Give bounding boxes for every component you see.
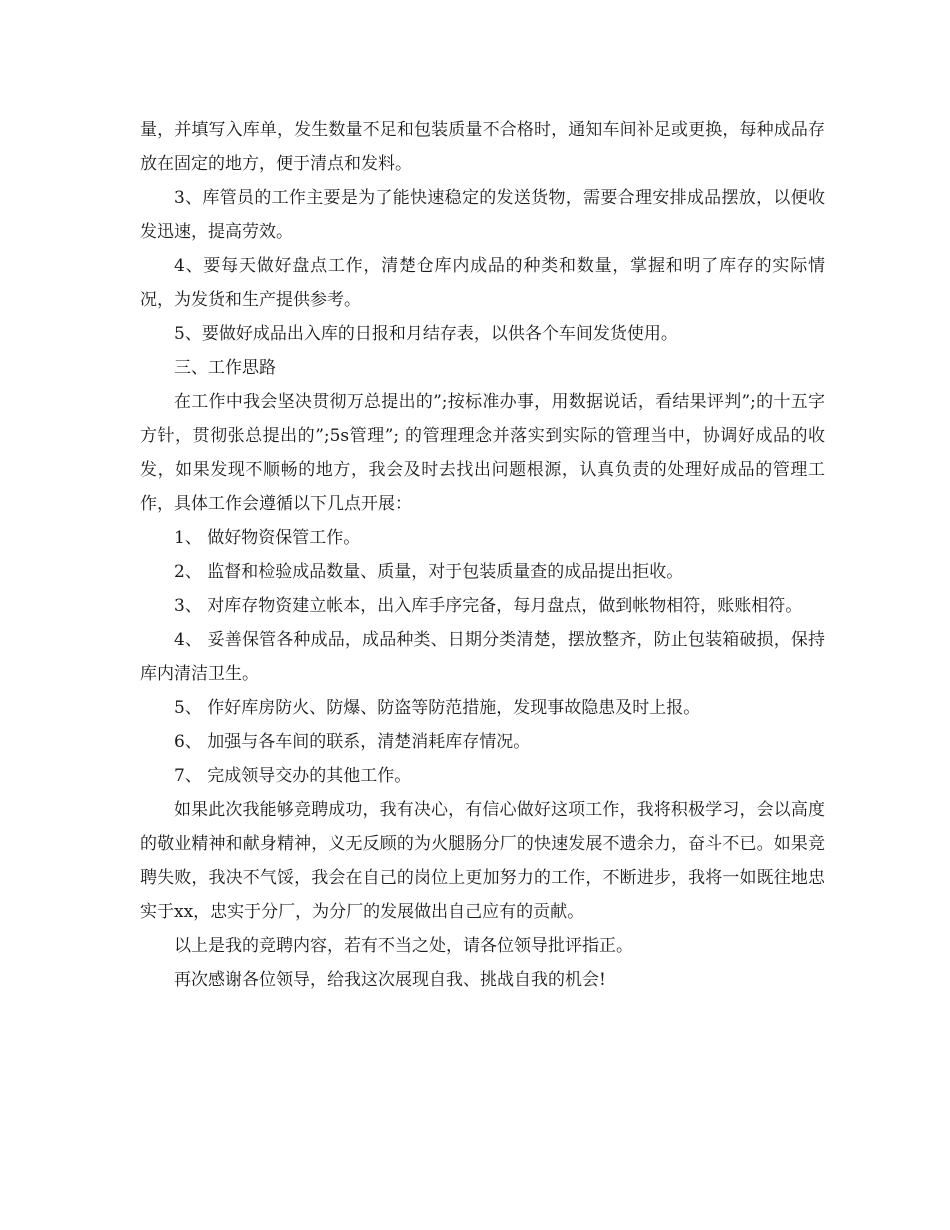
list-item: 5、 作好库房防火、防爆、防盗等防范措施，发现事故隐患及时上报。 <box>174 698 701 718</box>
paragraph: 如果此次我能够竞聘成功，我有决心，有信心做好这项工作，我将积极学习，会以高度的敬业精神和献身精神，义无反顾的为火腿肠分厂的快速发展不遗余力，奋斗不已。如果竞聘失败，我决不气馁，我会在自己的岗位上更加努力的工作，不断进步，我将一如既往地忠实于xx，忠实于分厂，为分厂的发展做出自己应有的贡献。 <box>140 800 825 922</box>
section-heading: 三、工作思路 <box>174 358 276 378</box>
list-item: 4、 妥善保管各种成品，成品种类、日期分类清楚，摆放整齐，防止包装箱破损，保持库内清洁卫生。 <box>140 630 825 684</box>
list-item: 6、 加强与各车间的联系，清楚消耗库存情况。 <box>174 732 531 752</box>
document-body <box>140 113 825 997</box>
paragraph: 在工作中我会坚决贯彻万总提出的”;按标准办事，用数据说话，看结果评判”;的十五字方针，贯彻张总提出的”;5s管理”; 的管理理念并落实到实际的管理当中，协调好成品的收发，如果发现不顺畅的地方，我会及时去找出问题根源，认真负责的处理好成品的管理工作，具体工作会遵循以下几点开展： <box>140 392 825 514</box>
paragraph: 再次感谢各位领导，给我这次展现自我、挑战自我的机会! <box>174 970 606 990</box>
paragraph: 量，并填写入库单，发生数量不足和包装质量不合格时，通知车间补足或更换，每种成品存放在固定的地方，便于清点和发料。 <box>140 120 825 174</box>
list-item: 2、 监督和检验成品数量、质量，对于包装质量查的成品提出拒收。 <box>174 562 684 582</box>
paragraph: 3、库管员的工作主要是为了能快速稳定的发送货物，需要合理安排成品摆放，以便收发迅速，提高劳效。 <box>140 188 825 242</box>
paragraph: 以上是我的竞聘内容，若有不当之处，请各位领导批评指正。 <box>174 936 633 956</box>
list-item: 7、 完成领导交办的其他工作。 <box>174 766 412 786</box>
paragraph: 4、要每天做好盘点工作，清楚仓库内成品的种类和数量，掌握和明了库存的实际情况，为发货和生产提供参考。 <box>140 256 825 310</box>
list-item: 1、 做好物资保管工作。 <box>174 528 361 548</box>
list-item: 3、 对库存物资建立帐本，出入库手序完备，每月盘点，做到帐物相符，账账相符。 <box>174 596 803 616</box>
paragraph: 5、要做好成品出入库的日报和月结存表，以供各个车间发货使用。 <box>174 324 678 344</box>
